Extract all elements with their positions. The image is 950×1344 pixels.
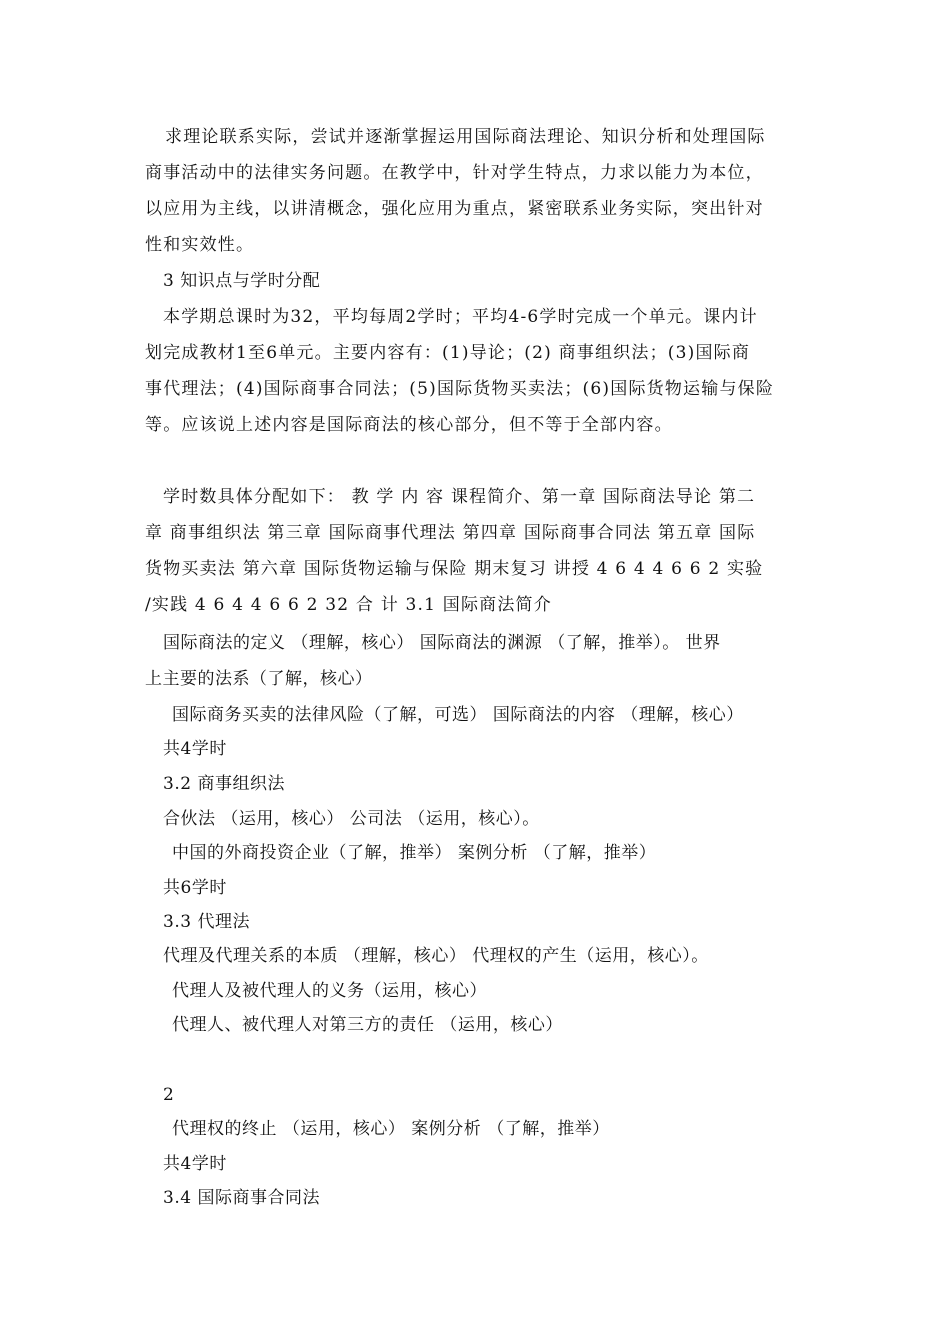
hours-note: 共6学时 [163,878,227,898]
text-line: 国际商法的定义 （理解，核心） 国际商法的渊源 （了解，推举）。 世界 [163,633,721,653]
section-heading: 3.4 国际商事合同法 [163,1188,320,1208]
page-number: 2 [163,1085,175,1105]
text-line: 学时数具体分配如下： 教 学 内 容 课程简介、第一章 国际商法导论 第二 [163,487,756,507]
text-line: 性和实效性。 [145,235,255,255]
text-line: 代理权的终止 （运用，核心） 案例分析 （了解，推举） [172,1119,610,1139]
text-line: 上主要的法系（了解，核心） [145,669,373,689]
text-line: 代理人、被代理人对第三方的责任 （运用，核心） [172,1015,563,1035]
text-line: 代理及代理关系的本质 （理解，核心） 代理权的产生（运用，核心）。 [163,946,709,966]
text-line: 货物买卖法 第六章 国际货物运输与保险 期末复习 讲授 4 6 4 4 6 6 2 实验 [145,559,764,579]
text-line: 合伙法 （运用，核心） 公司法 （运用，核心）。 [163,809,540,829]
section-heading: 3 知识点与学时分配 [163,271,321,291]
text-line: 代理人及被代理人的义务（运用，核心） [172,981,487,1001]
text-line: 章 商事组织法 第三章 国际商事代理法 第四章 国际商事合同法 第五章 国际 [145,523,756,543]
text-line: 本学期总课时为32，平均每周2学时；平均4-6学时完成一个单元。课内计 [163,307,758,327]
section-heading: 3.3 代理法 [163,912,250,932]
text-line: 以应用为主线，以讲清概念，强化应用为重点，紧密联系业务实际，突出针对 [145,199,764,219]
hours-note: 共4学时 [163,1154,227,1174]
text-line: 等。应该说上述内容是国际商法的核心部分，但不等于全部内容。 [145,415,673,435]
text-line: 划完成教材1至6单元。主要内容有：(1)导论；(2) 商事组织法；(3)国际商 [145,343,751,363]
text-line: 求理论联系实际，尝试并逐渐掌握运用国际商法理论、知识分析和处理国际 [165,127,766,147]
text-line: 事代理法；(4)国际商事合同法；(5)国际货物买卖法；(6)国际货物运输与保险 [145,379,775,399]
text-line: 中国的外商投资企业（了解，推举） 案例分析 （了解，推举） [172,843,657,863]
hours-note: 共4学时 [163,739,227,759]
text-line: /实践 4 6 4 4 6 6 2 32 合 计 3.1 国际商法简介 [145,595,552,615]
text-line: 商事活动中的法律实务问题。在教学中，针对学生特点，力求以能力为本位， [145,163,764,183]
section-heading: 3.2 商事组织法 [163,774,285,794]
text-line: 国际商务买卖的法律风险（了解，可选） 国际商法的内容 （理解，核心） [172,705,744,725]
